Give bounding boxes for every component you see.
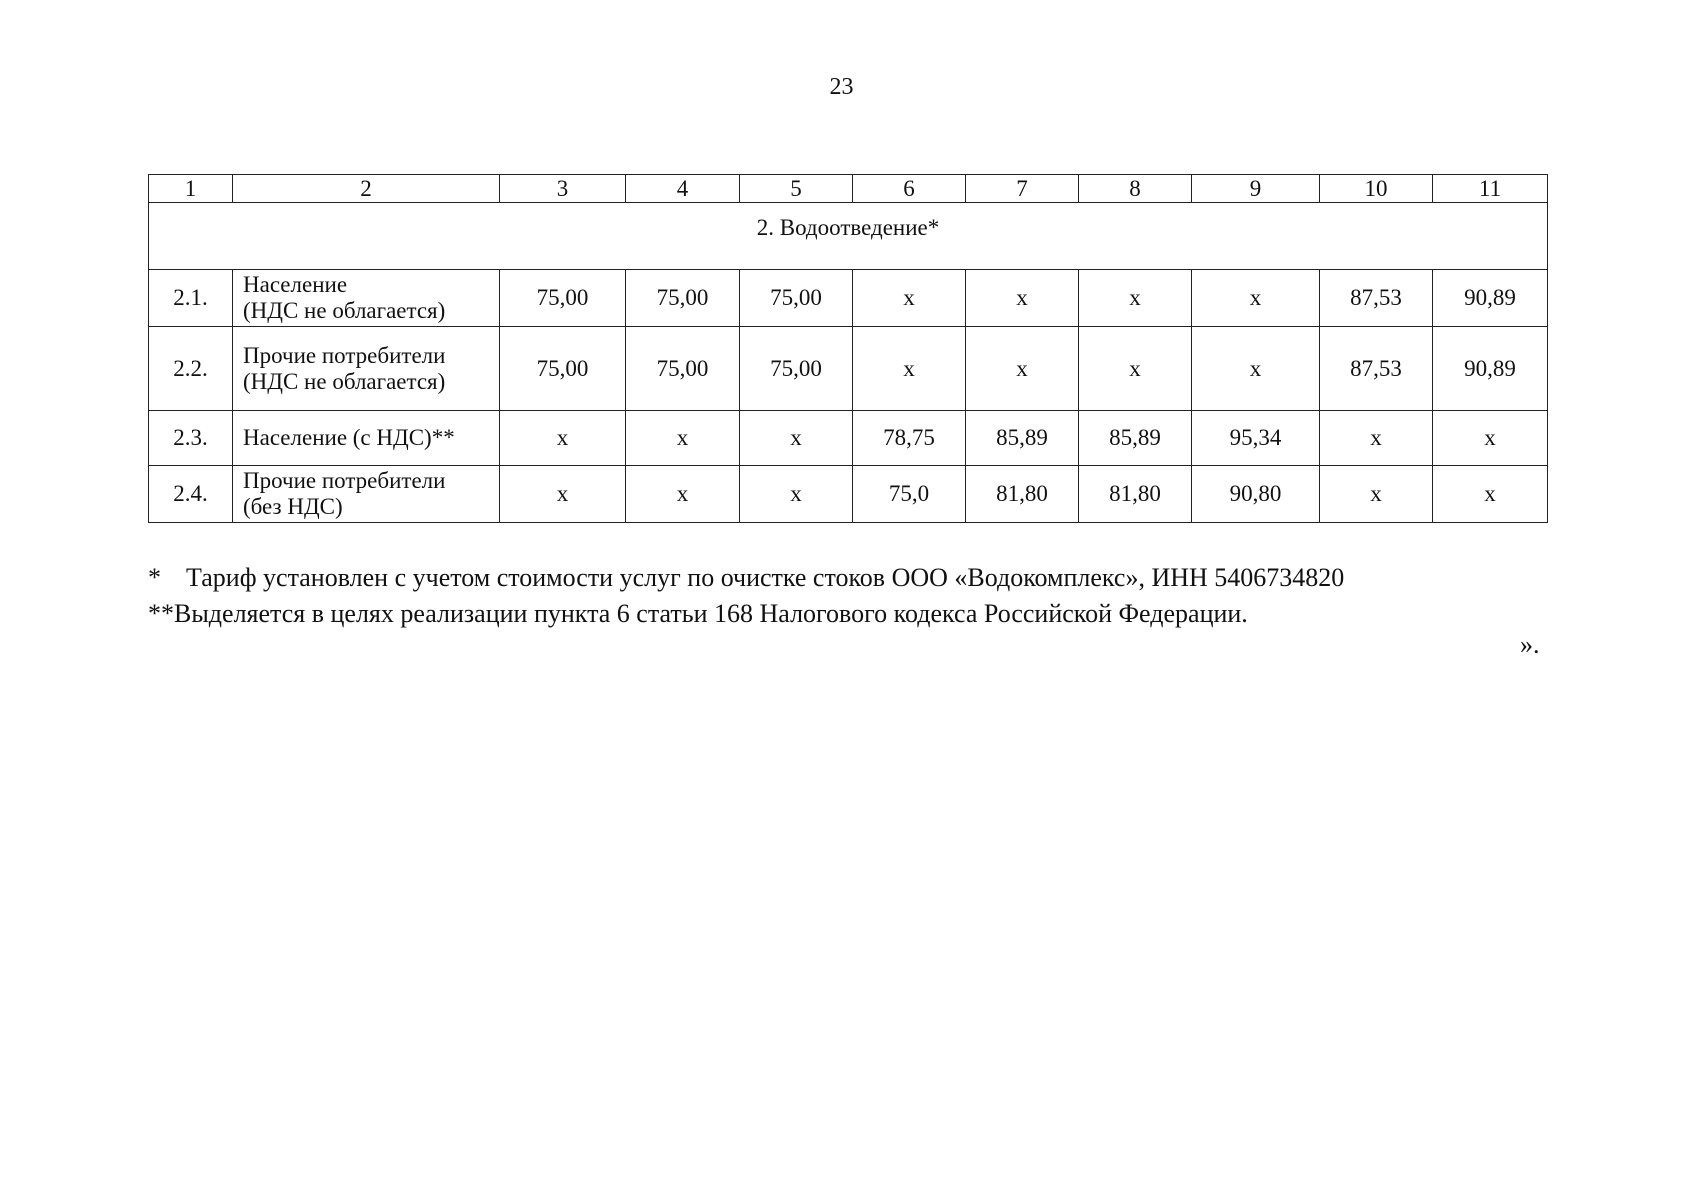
- table-cell: х: [740, 466, 853, 523]
- table-cell: х: [626, 411, 740, 466]
- table-row: [149, 327, 1548, 411]
- table-cell: х: [500, 411, 626, 466]
- page-number: 23: [829, 74, 854, 100]
- row-name-line: Прочие потребители: [243, 342, 446, 368]
- row-name: [233, 411, 500, 466]
- table-cell: х: [966, 270, 1079, 327]
- column-number: 5: [740, 175, 853, 203]
- table-cell: 87,53: [1320, 327, 1433, 411]
- table-cell: 90,89: [1433, 270, 1548, 327]
- row-name: [233, 466, 500, 523]
- table-cell: х: [1192, 270, 1320, 327]
- footnotes: [148, 560, 1344, 632]
- row-name-line: Население (с НДС)**: [243, 425, 455, 450]
- column-number: 11: [1433, 175, 1548, 203]
- table-cell: 81,80: [966, 466, 1079, 523]
- row-name: [233, 327, 500, 411]
- table-cell: х: [853, 327, 966, 411]
- closing-quote: ».: [1520, 630, 1540, 659]
- row-name-line: (НДС не облагается): [243, 298, 446, 323]
- table-cell: х: [1079, 327, 1192, 411]
- footnote-1: [148, 560, 1344, 596]
- table-cell: 90,80: [1192, 466, 1320, 523]
- table-cell: 75,00: [740, 270, 853, 327]
- row-name-line: (НДС не облагается): [243, 368, 446, 394]
- row-name-line: Население: [243, 272, 348, 297]
- table-cell: 75,00: [500, 327, 626, 411]
- table-cell: 85,89: [966, 411, 1079, 466]
- table-cell: х: [1433, 466, 1548, 523]
- column-number: 4: [626, 175, 740, 203]
- row-number: 2.3.: [149, 411, 233, 466]
- table-cell: 75,00: [740, 327, 853, 411]
- column-number: 2: [233, 175, 500, 203]
- column-number: 1: [149, 175, 233, 203]
- row-name: [233, 270, 500, 327]
- table-cell: х: [1320, 466, 1433, 523]
- table-cell: 81,80: [1079, 466, 1192, 523]
- row-number: 2.1.: [149, 270, 233, 327]
- table-cell: 90,89: [1433, 327, 1548, 411]
- table-cell: 78,75: [853, 411, 966, 466]
- table-cell: х: [853, 270, 966, 327]
- table-row: [149, 466, 1548, 523]
- table-cell: 75,00: [626, 270, 740, 327]
- row-number: 2.2.: [149, 327, 233, 411]
- table-cell: х: [966, 327, 1079, 411]
- table-row: [149, 411, 1548, 466]
- section-row: [149, 203, 1548, 270]
- table-cell: х: [1433, 411, 1548, 466]
- column-number: 6: [853, 175, 966, 203]
- table-cell: 95,34: [1192, 411, 1320, 466]
- column-number: 10: [1320, 175, 1433, 203]
- table-cell: 87,53: [1320, 270, 1433, 327]
- tariff-table: [148, 174, 1548, 523]
- footnote-2: **Выделяется в целях реализации пункта 6 статьи 168 Налогового кодекса Российской Федерации.: [148, 599, 1248, 628]
- table-cell: 75,00: [626, 327, 740, 411]
- table-cell: 75,00: [500, 270, 626, 327]
- table-cell: х: [500, 466, 626, 523]
- table-cell: х: [626, 466, 740, 523]
- row-number: 2.4.: [149, 466, 233, 523]
- row-name-line: Прочие потребители: [243, 468, 446, 493]
- column-number: 9: [1192, 175, 1320, 203]
- column-number: 3: [500, 175, 626, 203]
- table-row: [149, 270, 1548, 327]
- table-cell: 75,0: [853, 466, 966, 523]
- row-name-line: (без НДС): [243, 494, 343, 519]
- footnote-marker: *: [148, 563, 161, 592]
- column-number-row: [149, 175, 1548, 203]
- table-cell: х: [1320, 411, 1433, 466]
- table-cell: 85,89: [1079, 411, 1192, 466]
- table-cell: х: [1079, 270, 1192, 327]
- footnote-text: Тариф установлен с учетом стоимости услуг по очистке стоков ООО «Водокомплекс», ИНН 5406734820: [186, 563, 1345, 592]
- section-title: 2. Водоотведение*: [149, 203, 1548, 270]
- table-cell: х: [740, 411, 853, 466]
- table-cell: х: [1192, 327, 1320, 411]
- column-number: 8: [1079, 175, 1192, 203]
- column-number: 7: [966, 175, 1079, 203]
